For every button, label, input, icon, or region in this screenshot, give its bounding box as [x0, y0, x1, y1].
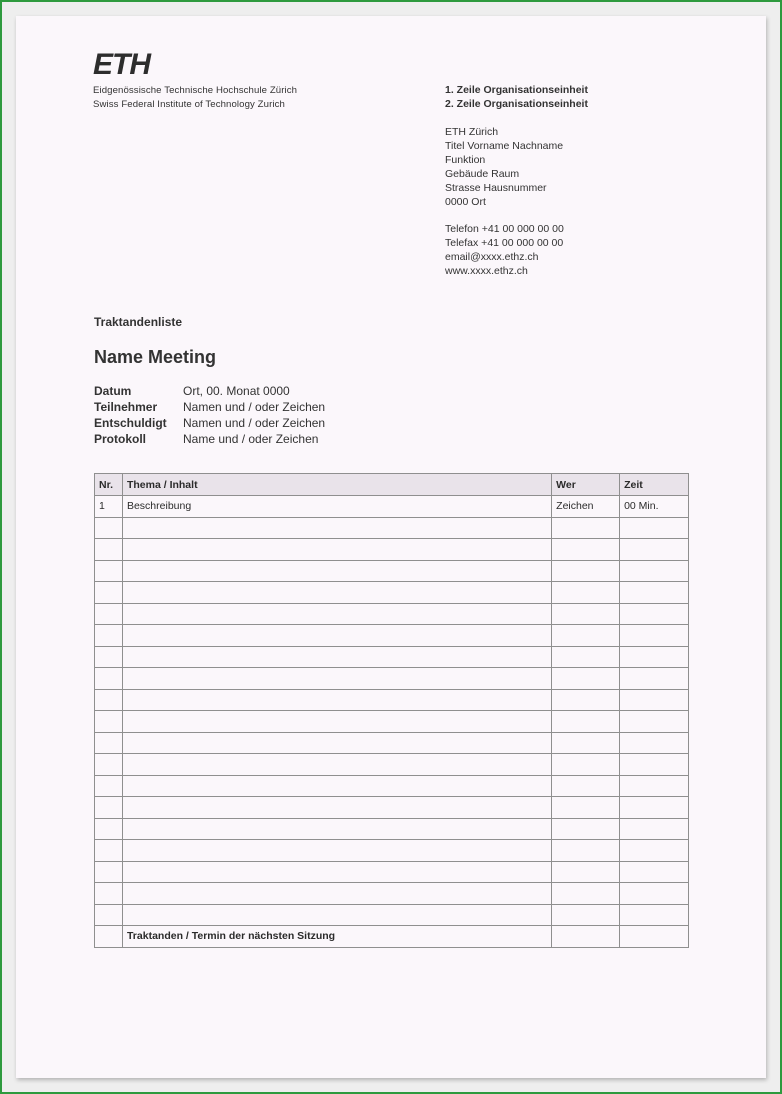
cell-nr[interactable]: [95, 840, 123, 862]
cell-time[interactable]: 00 Min.: [620, 496, 689, 518]
table-row: [95, 797, 689, 819]
cell-nr[interactable]: [95, 818, 123, 840]
cell-time[interactable]: [620, 689, 689, 711]
footer-time-cell[interactable]: [620, 926, 689, 948]
table-row: [95, 668, 689, 690]
cell-who[interactable]: [552, 861, 620, 883]
header-time: Zeit: [620, 474, 689, 496]
meta-label: Entschuldigt: [94, 416, 167, 430]
cell-who[interactable]: [552, 560, 620, 582]
meta-row-minutes: [94, 431, 325, 447]
table-row: [95, 582, 689, 604]
table-row: [95, 883, 689, 905]
header-who: Wer: [552, 474, 620, 496]
cell-nr[interactable]: [95, 797, 123, 819]
table-header-row: [95, 474, 689, 496]
cell-who[interactable]: [552, 797, 620, 819]
cell-time[interactable]: [620, 818, 689, 840]
cell-topic[interactable]: [122, 689, 551, 711]
cell-time[interactable]: [620, 603, 689, 625]
cell-nr[interactable]: [95, 775, 123, 797]
table-row: [95, 732, 689, 754]
cell-who[interactable]: Zeichen: [552, 496, 620, 518]
cell-who[interactable]: [552, 668, 620, 690]
website-link[interactable]: www.xxxx.ethz.ch: [445, 265, 528, 277]
organisation-unit-2: 2. Zeile Organisationseinheit: [445, 98, 588, 110]
address-line: ETH Zürich: [445, 126, 499, 138]
cell-topic[interactable]: [122, 625, 551, 647]
table-row: [95, 560, 689, 582]
header-nr: Nr.: [95, 474, 123, 496]
cell-time[interactable]: [620, 625, 689, 647]
cell-who[interactable]: [552, 904, 620, 926]
svg-text:ETH: ETH: [93, 50, 150, 76]
cell-time[interactable]: [620, 861, 689, 883]
cell-nr[interactable]: [95, 517, 123, 539]
cell-nr[interactable]: [95, 754, 123, 776]
cell-who[interactable]: [552, 539, 620, 561]
table-row: [95, 539, 689, 561]
cell-nr[interactable]: [95, 689, 123, 711]
cell-nr[interactable]: [95, 582, 123, 604]
cell-time[interactable]: [620, 904, 689, 926]
meeting-title: Name Meeting: [94, 347, 217, 367]
cell-who[interactable]: [552, 582, 620, 604]
cell-time[interactable]: [620, 668, 689, 690]
address-line: Gebäude Raum: [445, 168, 520, 180]
cell-time[interactable]: [620, 646, 689, 668]
meta-label: Protokoll: [94, 432, 147, 446]
cell-who[interactable]: [552, 818, 620, 840]
cell-topic[interactable]: [122, 840, 551, 862]
cell-who[interactable]: [552, 754, 620, 776]
cell-topic[interactable]: [122, 797, 551, 819]
cell-time[interactable]: [620, 711, 689, 733]
cell-topic[interactable]: [122, 775, 551, 797]
cell-nr[interactable]: [95, 732, 123, 754]
table-row: [95, 904, 689, 926]
cell-time[interactable]: [620, 582, 689, 604]
cell-nr[interactable]: [95, 668, 123, 690]
cell-topic[interactable]: [122, 603, 551, 625]
meta-label: Datum: [94, 384, 132, 398]
meta-value: Name und / oder Zeichen: [183, 432, 319, 446]
cell-time[interactable]: [620, 754, 689, 776]
cell-topic[interactable]: [122, 668, 551, 690]
institution-name-de: Eidgenössische Technische Hochschule Zürich: [93, 85, 298, 96]
fax-text: Telefax +41 00 000 00 00: [445, 237, 564, 249]
cell-nr[interactable]: [95, 861, 123, 883]
cell-topic[interactable]: [122, 539, 551, 561]
cell-time[interactable]: [620, 560, 689, 582]
table-row: [95, 496, 689, 518]
header-topic: Thema / Inhalt: [122, 474, 551, 496]
table-row: [95, 818, 689, 840]
cell-time[interactable]: [620, 539, 689, 561]
meta-value: Ort, 00. Monat 0000: [183, 384, 290, 398]
meta-value: Namen und / oder Zeichen: [183, 400, 326, 414]
table-row: [95, 689, 689, 711]
phone-text: Telefon +41 00 000 00 00: [445, 223, 564, 235]
cell-nr[interactable]: [95, 603, 123, 625]
cell-topic[interactable]: Beschreibung: [122, 496, 551, 518]
table-row: [95, 603, 689, 625]
footer-nr-cell[interactable]: [95, 926, 123, 948]
cell-who[interactable]: [552, 517, 620, 539]
cell-nr[interactable]: [95, 560, 123, 582]
cell-topic[interactable]: [122, 646, 551, 668]
cell-who[interactable]: [552, 775, 620, 797]
cell-who[interactable]: [552, 625, 620, 647]
table-row: [95, 625, 689, 647]
table-row: [95, 646, 689, 668]
cell-who[interactable]: [552, 883, 620, 905]
cell-topic[interactable]: [122, 517, 551, 539]
cell-time[interactable]: [620, 517, 689, 539]
cell-who[interactable]: [552, 711, 620, 733]
address-block: [445, 125, 563, 209]
address-line: Strasse Hausnummer: [445, 182, 547, 194]
cell-nr[interactable]: [95, 711, 123, 733]
table-row: [95, 754, 689, 776]
meeting-meta: [94, 383, 325, 447]
address-line: 0000 Ort: [445, 196, 486, 208]
meta-row-excused: [94, 415, 325, 431]
cell-who[interactable]: [552, 732, 620, 754]
meta-row-participants: [94, 399, 325, 415]
contact-block: [445, 222, 564, 278]
eth-logo: [93, 50, 163, 76]
meta-value: Namen und / oder Zeichen: [183, 416, 326, 430]
table-footer-row: [95, 926, 689, 948]
cell-nr[interactable]: [95, 904, 123, 926]
organisation-units: [445, 83, 588, 111]
table-row: [95, 775, 689, 797]
table-row: [95, 840, 689, 862]
cell-time[interactable]: [620, 883, 689, 905]
cell-topic[interactable]: [122, 883, 551, 905]
cell-topic[interactable]: [122, 754, 551, 776]
meta-row-date: [94, 383, 325, 399]
cell-time[interactable]: [620, 775, 689, 797]
table-row: [95, 711, 689, 733]
document-type: Traktandenliste: [94, 315, 183, 329]
cell-who[interactable]: [552, 689, 620, 711]
cell-nr[interactable]: [95, 646, 123, 668]
cell-topic[interactable]: [122, 711, 551, 733]
footer-topic-cell[interactable]: Traktanden / Termin der nächsten Sitzung: [122, 926, 551, 948]
meta-label: Teilnehmer: [94, 400, 158, 414]
cell-nr[interactable]: [95, 625, 123, 647]
cell-who[interactable]: [552, 646, 620, 668]
cell-topic[interactable]: [122, 861, 551, 883]
cell-time[interactable]: [620, 732, 689, 754]
agenda-table: [94, 473, 689, 948]
cell-time[interactable]: [620, 840, 689, 862]
cell-time[interactable]: [620, 797, 689, 819]
footer-who-cell[interactable]: [552, 926, 620, 948]
table-row: [95, 861, 689, 883]
table-row: [95, 517, 689, 539]
address-line: Funktion: [445, 154, 486, 166]
cell-nr[interactable]: [95, 883, 123, 905]
organisation-unit-1: 1. Zeile Organisationseinheit: [445, 84, 588, 96]
institution-name-en: Swiss Federal Institute of Technology Zurich: [93, 99, 285, 110]
cell-topic[interactable]: [122, 818, 551, 840]
cell-topic[interactable]: [122, 582, 551, 604]
cell-topic[interactable]: [122, 904, 551, 926]
cell-topic[interactable]: [122, 560, 551, 582]
address-line: Titel Vorname Nachname: [445, 140, 564, 152]
cell-nr[interactable]: 1: [95, 496, 123, 518]
cell-who[interactable]: [552, 840, 620, 862]
cell-who[interactable]: [552, 603, 620, 625]
cell-nr[interactable]: [95, 539, 123, 561]
email-link[interactable]: email@xxxx.ethz.ch: [445, 251, 539, 263]
cell-topic[interactable]: [122, 732, 551, 754]
